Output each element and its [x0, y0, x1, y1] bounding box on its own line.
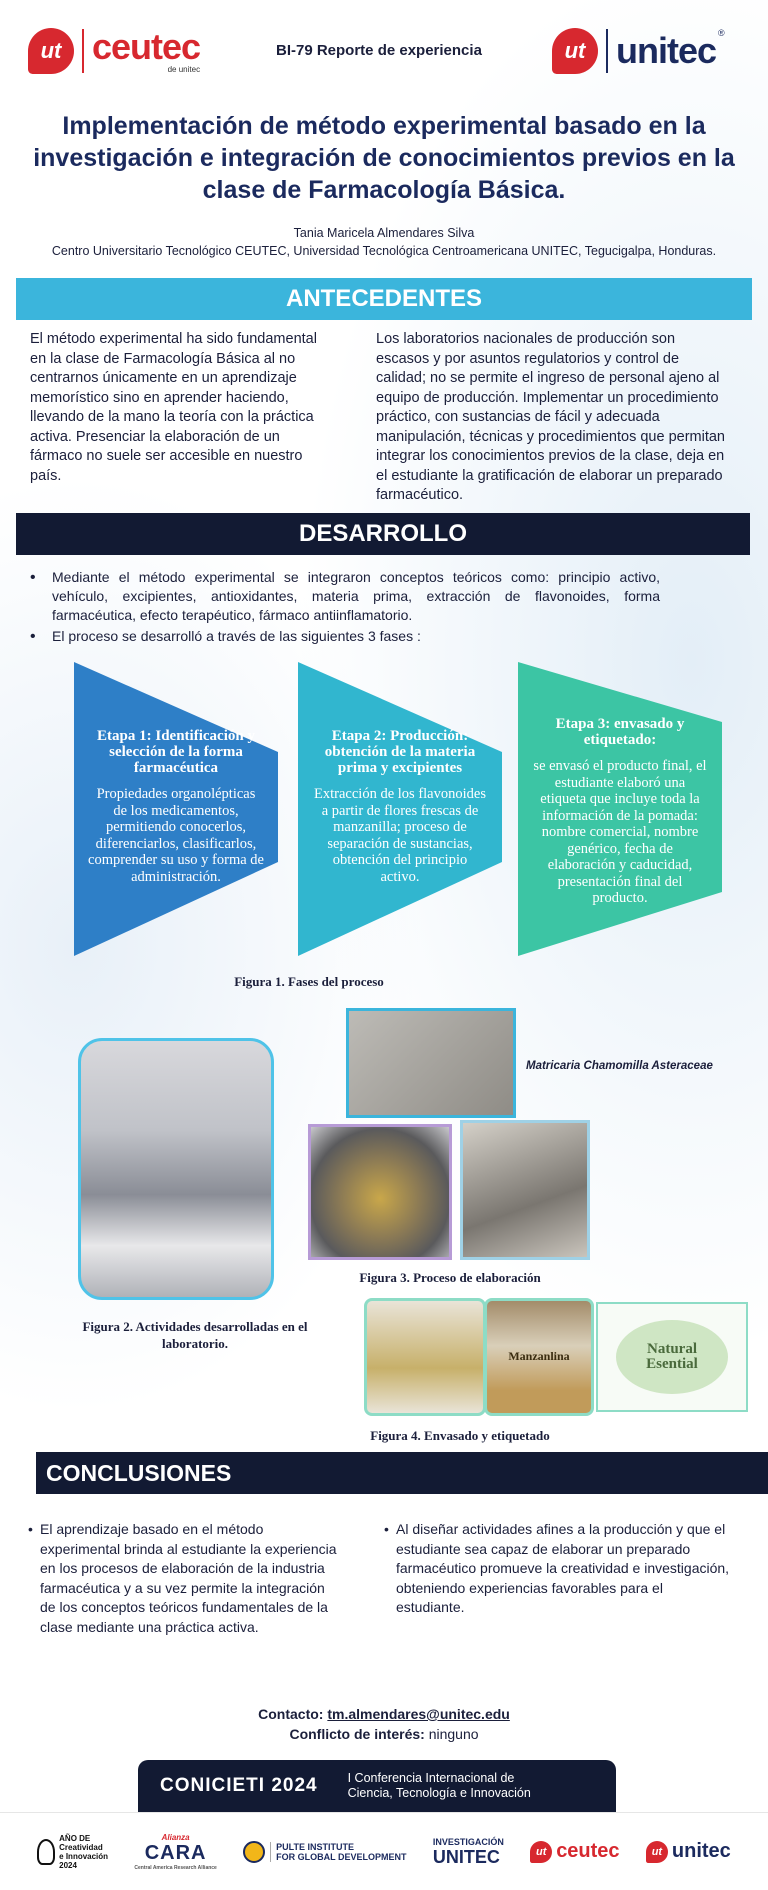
stage-1-heading: Etapa 1: Identificación y selección de la forma farmacéutica — [97, 728, 255, 776]
stage-3-heading: Etapa 3: envasado y etiquetado: — [555, 716, 685, 748]
lightbulb-icon — [37, 1839, 55, 1865]
materials-photo — [346, 1008, 516, 1118]
list-item: • Mediante el método experimental se integraron conceptos teóricos como: principio activo, vehículo, excipientes, antioxidantes, materia prima, extracción de flavonoides, forma farmacéutica, efecto terapéutico, fármaco antiinflamatorio. — [28, 568, 660, 625]
ceutec-small-badge-icon: ut — [530, 1841, 552, 1863]
contact-block — [0, 1704, 768, 1744]
label-oval — [616, 1320, 728, 1394]
conference-description: I Conferencia Internacional de Ciencia, Tecnología e Innovación — [347, 1771, 531, 1800]
unitec-small-badge-icon: ut — [646, 1841, 668, 1863]
conclusiones-heading: CONCLUSIONES — [36, 1452, 768, 1494]
list-item: • El proceso se desarrolló a través de las siguientes 3 fases : — [28, 627, 660, 646]
author: Tania Maricela Almendares Silva — [293, 226, 475, 240]
conference-banner — [138, 1760, 616, 1812]
sponsor-strip — [0, 1812, 768, 1890]
chamomile-pot-photo — [308, 1124, 452, 1260]
antecedentes-left: El método experimental ha sido fundamental en la clase de Farmacología Básica al no centrarnos únicamente en un aprendizaje memorístico sino en aprender haciendo, llevando de la mano la teoría con la práctica activa. Presenciar la elaboración de un fármaco no suele ser accesible en nuestro país. — [30, 331, 317, 484]
stage-1 — [74, 662, 278, 956]
ceutec-badge-icon: ut — [28, 28, 74, 74]
stage-2-body: Extracción de los flavonoides a partir de flores frescas de manzanilla; proceso de separación de sustancias, obtención del principio activo. — [314, 786, 486, 885]
unitec-badge-icon: ut — [552, 28, 598, 74]
conflict-value: ninguno — [428, 1726, 479, 1742]
desarrollo-heading: DESARROLLO — [16, 513, 750, 555]
sponsor-pulte: PULTE INSTITUTE FOR GLOBAL DEVELOPMENT — [243, 1841, 406, 1863]
antecedentes-heading: ANTECEDENTES — [16, 278, 752, 320]
label-line-2: Esential — [646, 1356, 698, 1372]
label-line-1: Natural — [647, 1341, 697, 1357]
figure-3-caption: Figura 3. Proceso de elaboración — [359, 1270, 541, 1285]
ceutec-sub: de unitec — [167, 64, 201, 74]
figure-4-caption: Figura 4. Envasado y etiquetado — [370, 1428, 550, 1443]
species-label: Matricaria Chamomilla Asteraceae — [526, 1060, 713, 1072]
antecedentes-right: Los laboratorios nacionales de producción son escasos y por asuntos regulatorios y control de calidad; no se permite el ingreso de personal ajeno al equipo de producción. Implementar un procedimiento práctico, con sustancias de fácil y adecuada manipulación, técnicas y procedimientos que permitan integrar los conocimientos previos de la clase, deja en el estudiante la gratificación de elaborar un preparado farmacéutico. — [376, 331, 725, 503]
sponsor-cara: Alianza CARA Central America Research Alliance — [134, 1832, 217, 1871]
unitec-wordmark: unitec — [616, 30, 717, 71]
stage-2 — [298, 662, 502, 956]
document-code: BI-79 Reporte de experiencia — [276, 42, 482, 59]
ceutec-logo — [28, 25, 201, 74]
header — [0, 20, 768, 80]
sponsor-unitec: ut unitec — [646, 1840, 731, 1863]
sponsor-investigacion-unitec: INVESTIGACIÓN UNITEC — [432, 1837, 504, 1867]
list-item: • El aprendizaje basado en el método experimental brinda al estudiante la experiencia en los procesos de elaboración de la industria farmacéutica y a su vez permite la integración de los conceptos teóricos fundamentales de la clase mediante una práctica activa. — [28, 1520, 338, 1637]
stage-1-body: Propiedades organolépticas de los medicamentos, permitiendo conocerlos, diferenciarlos, clasificarlos, comprender su uso y forma de administración. — [88, 786, 264, 885]
unitec-logo — [552, 28, 725, 74]
lab-activity-photo — [78, 1038, 274, 1300]
figure-2-caption: Figura 2. Actividades desarrolladas en el laboratorio. — [82, 1319, 308, 1351]
conclusion-left — [28, 1520, 338, 1637]
pulte-globe-icon — [243, 1841, 265, 1863]
stage-3 — [518, 662, 722, 956]
ceutec-wordmark: ceutec — [92, 25, 201, 67]
jar-filling-photo — [460, 1120, 590, 1260]
labeled-jar-photo — [484, 1298, 594, 1416]
conflict-label: Conflicto de interés: — [289, 1726, 425, 1742]
contact-email-link[interactable]: tm.almendares@unitec.edu — [327, 1706, 510, 1722]
figure-1-caption: Figura 1. Fases del proceso — [234, 974, 384, 989]
registered-mark: ® — [718, 28, 725, 38]
conference-name: CONICIETI 2024 — [160, 1775, 318, 1796]
stage-3-body: se envasó el producto final, el estudiante elaboró una etiqueta que incluye toda la información de la pomada: nombre comercial, nombre genérico, fecha de elaboración y caducidad, presentación final del producto. — [533, 758, 707, 906]
ointment-jar-photo — [364, 1298, 486, 1416]
affiliation: Centro Universitario Tecnológico CEUTEC, Universidad Tecnológica Centroamericana UNITEC, Tegucigalpa, Honduras. — [51, 244, 717, 258]
stage-2-heading: Etapa 2: Producción: obtención de la materia prima y excipientes — [324, 728, 476, 776]
product-label — [596, 1302, 748, 1412]
conclusion-right — [384, 1520, 734, 1618]
list-item: • Al diseñar actividades afines a la producción y que el estudiante sea capaz de elaborar un preparado farmacéutico promueve la creatividad e investigación, obteniendo experiencias favorables para el estudiante. — [384, 1520, 734, 1618]
contact-label: Contacto: — [258, 1706, 324, 1722]
desarrollo-bullets — [28, 568, 660, 648]
poster-title: Implementación de método experimental basado en la investigación e integración de conocimientos previos en la clase de Farmacología Básica. — [33, 112, 735, 204]
sponsor-creatividad: AÑO DE Creatividad e Innovación 2024 — [37, 1834, 108, 1870]
sponsor-ceutec: ut ceutec — [530, 1840, 619, 1863]
jar-label-text: Manzanlina — [508, 1349, 570, 1363]
